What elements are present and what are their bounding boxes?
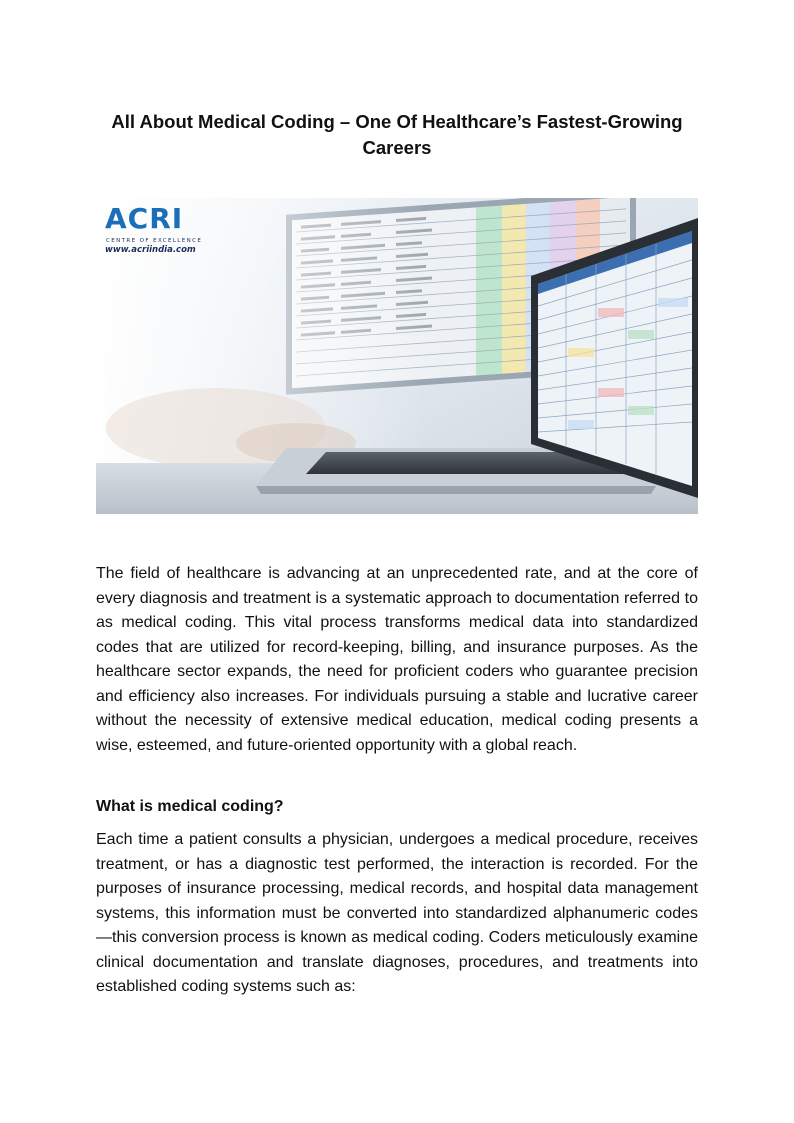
- section-heading: What is medical coding?: [96, 798, 284, 815]
- page-title: All About Medical Coding – One Of Healthcare’s Fastest-Growing Careers: [111, 111, 683, 159]
- body-paragraph: Each time a patient consults a physician, undergoes a medical procedure, receives treatment, or has a diagnostic test performed, the interaction is recorded. For the purposes of insurance processing, medical records, and hospital data management systems, this information must be converted into standardized alphanumeric codes—this conversion process is known as medical coding. Coders meticulously examine clinical documentation and translate diagnoses, procedures, and treatments into established coding systems such as:: [96, 831, 698, 995]
- logo-url: www.acriindia.com: [105, 245, 196, 255]
- logo-text: ACRI: [105, 202, 184, 235]
- intro-paragraph: The field of healthcare is advancing at an unprecedented rate, and at the core of every diagnosis and treatment is a systematic approach to documentation referred to as medical coding. This vital process transforms medical data into standardized codes that are utilized for record-keeping, billing, and insurance purposes. As the healthcare sector expands, the need for proficient coders who guarantee precision and efficiency also increases. For individuals pursuing a stable and lucrative career without the necessity of extensive medical education, medical coding presents a wise, esteemed, and future-oriented opportunity with a global reach.: [96, 565, 698, 754]
- logo-tagline: CENTRE OF EXCELLENCE: [106, 238, 203, 244]
- hero-image: [96, 198, 698, 514]
- laptop-spreadsheet-illustration: [96, 198, 698, 514]
